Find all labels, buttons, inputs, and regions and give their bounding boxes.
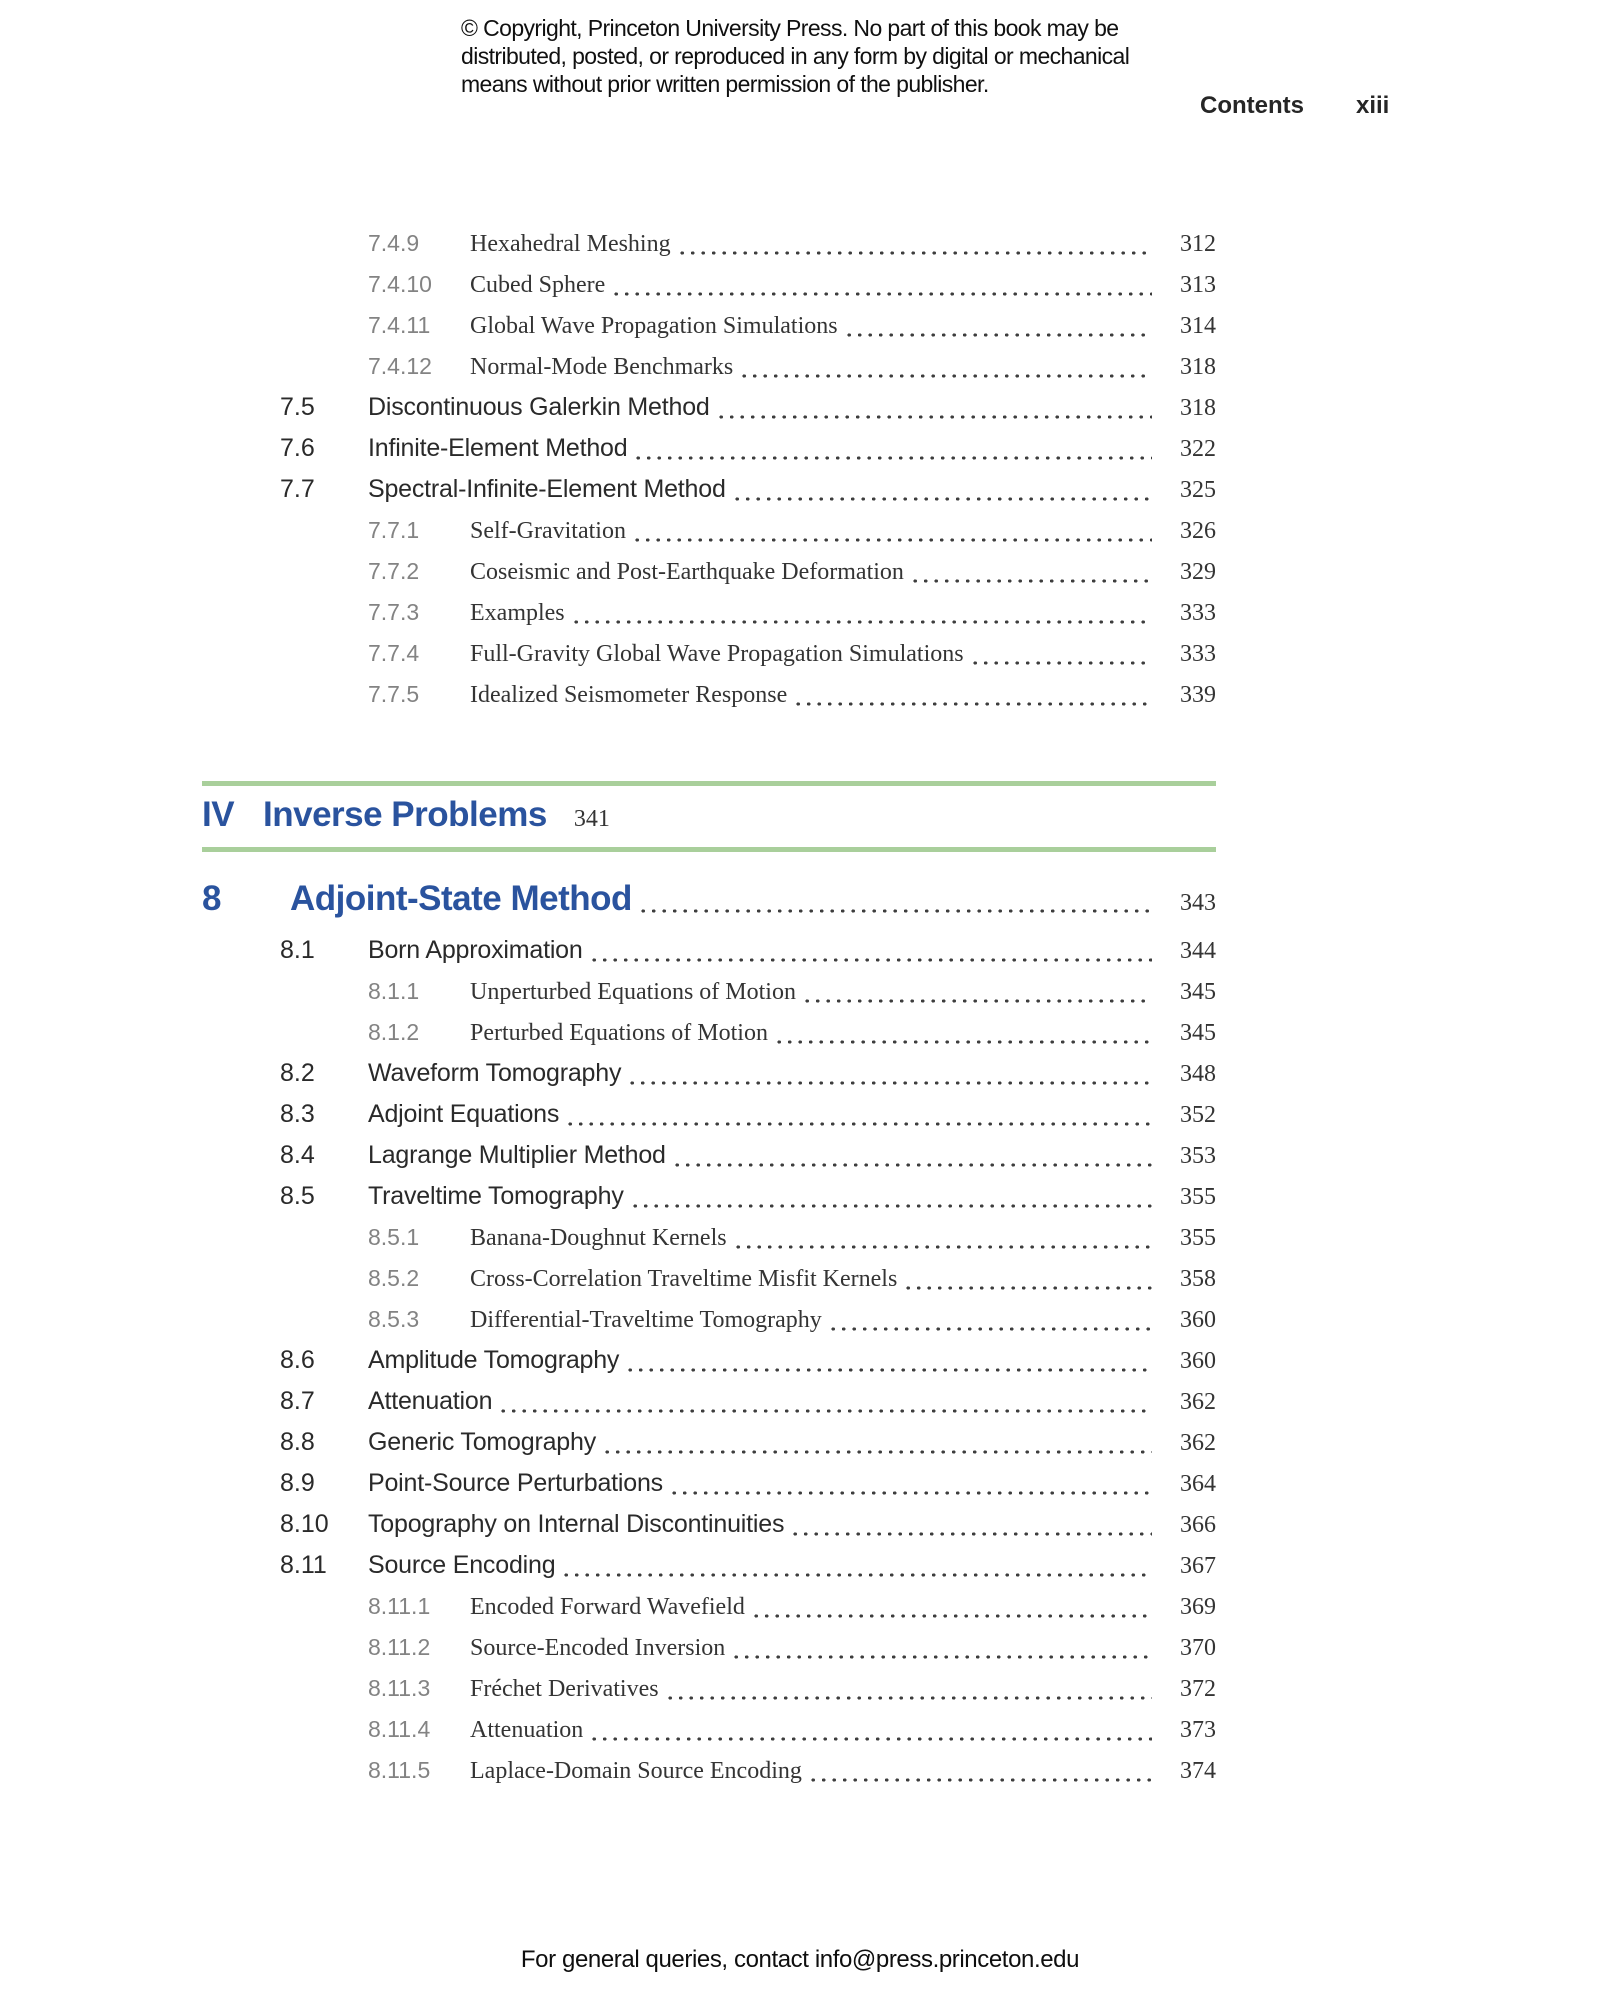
toc-row — [202, 428, 1216, 469]
toc-row — [202, 592, 1216, 633]
toc-entry-title: Fréchet Derivatives — [470, 1676, 659, 1702]
toc-entry-title: Source Encoding — [368, 1551, 556, 1579]
toc-entry-title: Idealized Seismometer Response — [470, 682, 788, 708]
toc-entry-title: Coseismic and Post-Earthquake Deformation — [470, 559, 904, 585]
folio-page-number: xiii — [1356, 92, 1390, 119]
toc-entry-number: 8.5.1 — [368, 1224, 420, 1250]
toc-entry-page: 333 — [1180, 641, 1216, 667]
toc-entry-title: Topography on Internal Discontinuities — [368, 1510, 785, 1538]
dot-leader — [913, 579, 1152, 583]
toc-entry-number: 8.11.3 — [368, 1675, 431, 1701]
toc-entry-number: 8.11.1 — [368, 1593, 431, 1619]
toc-row — [202, 1709, 1216, 1750]
toc-entry-title: Adjoint Equations — [368, 1100, 560, 1128]
toc-entry-title: Examples — [470, 600, 565, 626]
copyright-line: means without prior written permission of the publisher. — [461, 71, 989, 97]
toc-entry-page: 355 — [1180, 1225, 1216, 1251]
toc-entry-title: Spectral-Infinite-Element Method — [368, 475, 726, 503]
toc-entry-number: 7.4.10 — [368, 271, 432, 297]
toc-row — [202, 387, 1216, 428]
toc-entry-page: 312 — [1180, 231, 1216, 257]
toc-entry-number: 7.7.1 — [368, 517, 420, 543]
toc-entry-number: 8.3 — [280, 1100, 315, 1128]
toc-row — [202, 1750, 1216, 1791]
toc-entry-title: Hexahedral Meshing — [470, 231, 671, 257]
toc-row — [202, 510, 1216, 551]
chapter-title: Adjoint-State Method — [290, 879, 632, 918]
toc-row — [202, 1135, 1216, 1176]
toc-entry-page: 353 — [1180, 1143, 1216, 1169]
toc-entry-page: 344 — [1180, 938, 1216, 964]
toc-entry-page: 355 — [1180, 1184, 1216, 1210]
toc-row — [202, 930, 1216, 971]
dot-leader — [635, 538, 1152, 542]
table-of-contents — [202, 223, 1216, 1791]
dot-leader — [811, 1778, 1152, 1782]
toc-row — [202, 1504, 1216, 1545]
toc-entry-number: 8.8 — [280, 1428, 315, 1456]
part-heading — [202, 786, 1216, 847]
toc-entry-page: 325 — [1180, 477, 1216, 503]
dot-leader — [680, 251, 1152, 255]
dot-leader — [636, 456, 1152, 460]
toc-entry-page: 366 — [1180, 1512, 1216, 1538]
toc-entry-title: Normal-Mode Benchmarks — [470, 354, 734, 380]
toc-entry-page: 326 — [1180, 518, 1216, 544]
dot-leader — [736, 1245, 1152, 1249]
toc-entry-number: 8.4 — [280, 1141, 315, 1169]
toc-entry-title: Cross-Correlation Traveltime Misfit Kernels — [470, 1266, 898, 1292]
toc-entry-title: Cubed Sphere — [470, 272, 606, 298]
dot-leader — [906, 1286, 1152, 1290]
toc-row — [202, 469, 1216, 510]
toc-row — [202, 1586, 1216, 1627]
toc-entry-title: Lagrange Multiplier Method — [368, 1141, 666, 1169]
toc-entry-number: 7.6 — [280, 434, 315, 462]
dot-leader — [614, 292, 1152, 296]
dot-leader — [805, 999, 1152, 1003]
running-head — [1200, 92, 1389, 120]
toc-entry-page: 370 — [1180, 1635, 1216, 1661]
toc-row — [202, 674, 1216, 715]
toc-entry-title: Generic Tomography — [368, 1428, 597, 1456]
dot-leader — [633, 1204, 1152, 1208]
chapter-heading-row — [202, 874, 1216, 923]
toc-entry-number: 7.7.5 — [368, 681, 420, 707]
dot-leader — [742, 374, 1152, 378]
dot-leader — [831, 1327, 1152, 1331]
dot-leader — [796, 702, 1152, 706]
toc-row — [202, 1668, 1216, 1709]
toc-entry-title: Encoded Forward Wavefield — [470, 1594, 745, 1620]
dot-leader — [734, 1655, 1152, 1659]
toc-entry-number: 7.5 — [280, 393, 315, 421]
toc-entry-number: 8.6 — [280, 1346, 315, 1374]
dot-leader — [847, 333, 1152, 337]
toc-entry-title: Source-Encoded Inversion — [470, 1635, 726, 1661]
toc-row — [202, 1299, 1216, 1340]
toc-entry-number: 8.1.1 — [368, 978, 420, 1004]
toc-entry-number: 8.11.5 — [368, 1757, 431, 1783]
chapter-page-number: 343 — [1180, 890, 1216, 916]
dot-leader — [605, 1450, 1152, 1454]
toc-entry-page: 373 — [1180, 1717, 1216, 1743]
toc-row — [202, 551, 1216, 592]
toc-entry-page: 352 — [1180, 1102, 1216, 1128]
toc-row — [202, 305, 1216, 346]
toc-entry-title: Full-Gravity Global Wave Propagation Simulations — [470, 641, 964, 667]
dot-leader — [592, 958, 1152, 962]
toc-entry-page: 372 — [1180, 1676, 1216, 1702]
toc-entry-number: 8.10 — [280, 1510, 329, 1538]
toc-row — [202, 1053, 1216, 1094]
toc-row — [202, 1381, 1216, 1422]
toc-entry-title: Perturbed Equations of Motion — [470, 1020, 768, 1046]
toc-row — [202, 633, 1216, 674]
dot-leader — [574, 620, 1152, 624]
toc-entry-title: Banana-Doughnut Kernels — [470, 1225, 727, 1251]
toc-entry-title: Self-Gravitation — [470, 518, 626, 544]
toc-entry-title: Attenuation — [470, 1717, 584, 1743]
toc-entry-page: 318 — [1180, 354, 1216, 380]
part-page-number: 341 — [573, 806, 610, 832]
contents-label: Contents — [1200, 92, 1304, 119]
copyright-notice — [461, 14, 1129, 98]
toc-entry-number: 8.11.4 — [368, 1716, 431, 1742]
toc-row — [202, 346, 1216, 387]
toc-row — [202, 1545, 1216, 1586]
toc-entry-number: 8.9 — [280, 1469, 315, 1497]
toc-entry-number: 7.4.9 — [368, 230, 420, 256]
toc-entry-page: 333 — [1180, 600, 1216, 626]
footer-contact-line: For general queries, contact info@press.princeton.edu — [520, 1946, 1080, 1973]
dot-leader — [719, 415, 1152, 419]
dot-leader — [672, 1491, 1152, 1495]
toc-row — [202, 1340, 1216, 1381]
toc-row — [202, 1176, 1216, 1217]
toc-row — [202, 971, 1216, 1012]
toc-entry-page: 362 — [1180, 1389, 1216, 1415]
toc-entry-page: 313 — [1180, 272, 1216, 298]
dot-leader — [630, 1081, 1152, 1085]
toc-entry-number: 8.1 — [280, 936, 315, 964]
toc-entry-page: 314 — [1180, 313, 1216, 339]
dot-leader — [777, 1040, 1152, 1044]
dot-leader — [568, 1122, 1152, 1126]
toc-entry-title: Global Wave Propagation Simulations — [470, 313, 838, 339]
toc-entry-page: 345 — [1180, 1020, 1216, 1046]
toc-rows-chapter7 — [202, 223, 1216, 715]
toc-row — [202, 264, 1216, 305]
toc-row — [202, 1422, 1216, 1463]
toc-entry-page: 345 — [1180, 979, 1216, 1005]
toc-entry-number: 8.11.2 — [368, 1634, 431, 1660]
toc-entry-title: Born Approximation — [368, 936, 583, 964]
toc-row — [202, 223, 1216, 264]
toc-entry-title: Amplitude Tomography — [368, 1346, 620, 1374]
toc-entry-number: 7.4.12 — [368, 353, 432, 379]
dot-leader — [501, 1409, 1152, 1413]
toc-entry-page: 362 — [1180, 1430, 1216, 1456]
toc-entry-title: Laplace-Domain Source Encoding — [470, 1758, 802, 1784]
toc-entry-page: 364 — [1180, 1471, 1216, 1497]
toc-entry-number: 8.7 — [280, 1387, 315, 1415]
toc-row — [202, 1463, 1216, 1504]
toc-entry-page: 339 — [1180, 682, 1216, 708]
dot-leader — [973, 661, 1152, 665]
toc-entry-number: 8.5.2 — [368, 1265, 420, 1291]
toc-entry-number: 8.5 — [280, 1182, 315, 1210]
toc-entry-title: Differential-Traveltime Tomography — [470, 1307, 822, 1333]
toc-entry-page: 360 — [1180, 1307, 1216, 1333]
green-rule-bottom — [202, 847, 1216, 852]
dot-leader — [675, 1163, 1152, 1167]
toc-entry-page: 360 — [1180, 1348, 1216, 1374]
copyright-line: © Copyright, Princeton University Press. No part of this book may be — [461, 15, 1119, 41]
toc-entry-title: Discontinuous Galerkin Method — [368, 393, 710, 421]
toc-entry-page: 318 — [1180, 395, 1216, 421]
toc-entry-number: 7.7.4 — [368, 640, 420, 666]
toc-row — [202, 1094, 1216, 1135]
toc-entry-title: Infinite-Element Method — [368, 434, 628, 462]
chapter-number: 8 — [202, 879, 222, 918]
toc-entry-page: 374 — [1180, 1758, 1216, 1784]
dot-leader — [754, 1614, 1152, 1618]
dot-leader — [668, 1696, 1152, 1700]
toc-entry-page: 329 — [1180, 559, 1216, 585]
toc-entry-title: Point-Source Perturbations — [368, 1469, 663, 1497]
toc-row — [202, 1627, 1216, 1668]
toc-row — [202, 1258, 1216, 1299]
dot-leader — [592, 1737, 1152, 1741]
toc-entry-page: 367 — [1180, 1553, 1216, 1579]
dot-leader — [735, 497, 1152, 501]
toc-entry-title: Traveltime Tomography — [368, 1182, 624, 1210]
part-title: Inverse Problems — [263, 795, 547, 834]
toc-entry-page: 358 — [1180, 1266, 1216, 1292]
toc-entry-title: Unperturbed Equations of Motion — [470, 979, 796, 1005]
part-heading-block — [202, 781, 1216, 852]
toc-entry-number: 7.7.2 — [368, 558, 420, 584]
dot-leader — [793, 1532, 1152, 1536]
dot-leader — [641, 909, 1152, 913]
toc-row — [202, 1012, 1216, 1053]
toc-entry-page: 369 — [1180, 1594, 1216, 1620]
toc-entry-number: 8.1.2 — [368, 1019, 420, 1045]
dot-leader — [628, 1368, 1152, 1372]
toc-entry-number: 8.2 — [280, 1059, 315, 1087]
toc-row — [202, 1217, 1216, 1258]
toc-entry-page: 348 — [1180, 1061, 1216, 1087]
toc-rows-chapter8 — [202, 930, 1216, 1791]
toc-entry-number: 8.5.3 — [368, 1306, 420, 1332]
toc-entry-number: 7.7.3 — [368, 599, 420, 625]
toc-entry-number: 7.7 — [280, 475, 315, 503]
dot-leader — [564, 1573, 1152, 1577]
copyright-line: distributed, posted, or reproduced in any form by digital or mechanical — [461, 43, 1130, 69]
part-number: IV — [202, 795, 235, 834]
toc-entry-page: 322 — [1180, 436, 1216, 462]
toc-entry-title: Attenuation — [368, 1387, 493, 1415]
toc-entry-number: 7.4.11 — [368, 312, 431, 338]
toc-entry-title: Waveform Tomography — [368, 1059, 622, 1087]
toc-entry-number: 8.11 — [280, 1551, 327, 1579]
